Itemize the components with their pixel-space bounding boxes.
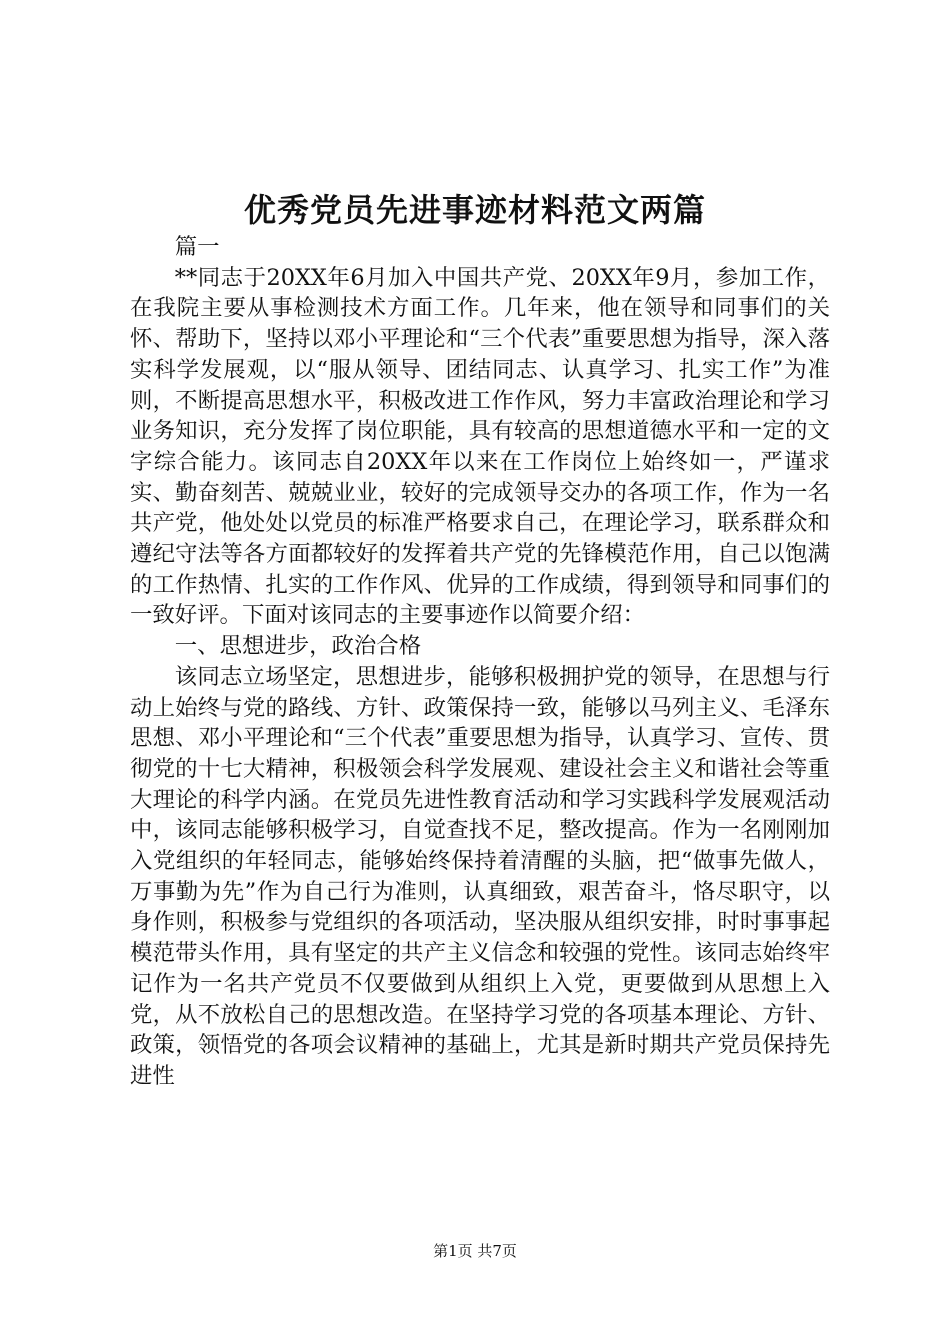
document-title: 优秀党员先进事迹材料范文两篇	[243, 191, 706, 229]
section-heading-ideology: 一、思想进步，政治合格	[174, 633, 422, 660]
page-footer: 第1页 共7页	[433, 1242, 517, 1260]
document-body	[130, 232, 830, 1092]
section-heading-part-one: 篇一	[174, 234, 220, 260]
paragraph-ideology: 该同志立场坚定，思想进步，能够积极拥护党的领导，在思想与行动上始终与党的路线、方针、政策保持一致，能够以马列主义、毛泽东思想、邓小平理论和“三个代表”重要思想为指导，认真学习、宣传、贯彻党的十七大精神，积极领会科学发展观、建设社会主义和谐社会等重大理论的科学内涵。在党员先进性教育活动和学习实践科学发展观活动中，该同志能够积极学习，自觉查找不足，整改提高。作为一名刚刚加入党组织的年轻同志，能够始终保持着清醒的头脑，把“做事先做人，万事勤为先”作为自己行为准则，认真细致，艰苦奋斗，恪尽职守，以身作则，积极参与党组织的各项活动，坚决服从组织安排，时时事事起模范带头作用，具有坚定的共产主义信念和较强的党性。该同志始终牢记作为一名共产党员不仅要做到从组织上入党，更要做到从思想上入党，从不放松自己的思想改造。在坚持学习党的各项基本理论、方针、政策，领悟党的各项会议精神的基础上，尤其是新时期共产党员保持先进性	[130, 663, 830, 1089]
paragraph-introduction: **同志于20XX年6月加入中国共产党、20XX年9月，参加工作，在我院主要从事检测技术方面工作。几年来，他在领导和同事们的关怀、帮助下，坚持以邓小平理论和“三个代表”重要思想为指导，深入落实科学发展观，以“服从领导、团结同志、认真学习、扎实工作”为准则，不断提高思想水平，积极改进工作作风，努力丰富政治理论和学习业务知识，充分发挥了岗位职能，具有较高的思想道德水平和一定的文字综合能力。该同志自20XX年以来在工作岗位上始终如一，严谨求实、勤奋刻苦、兢兢业业，较好的完成领导交办的各项工作，作为一名共产党，他处处以党员的标准严格要求自己，在理论学习，联系群众和遵纪守法等各方面都较好的发挥着共产党的先锋模范作用，自己以饱满的工作热情、扎实的工作作风、优异的工作成绩，得到领导和同事们的一致好评。下面对该同志的主要事迹作以简要介绍：	[130, 264, 830, 629]
